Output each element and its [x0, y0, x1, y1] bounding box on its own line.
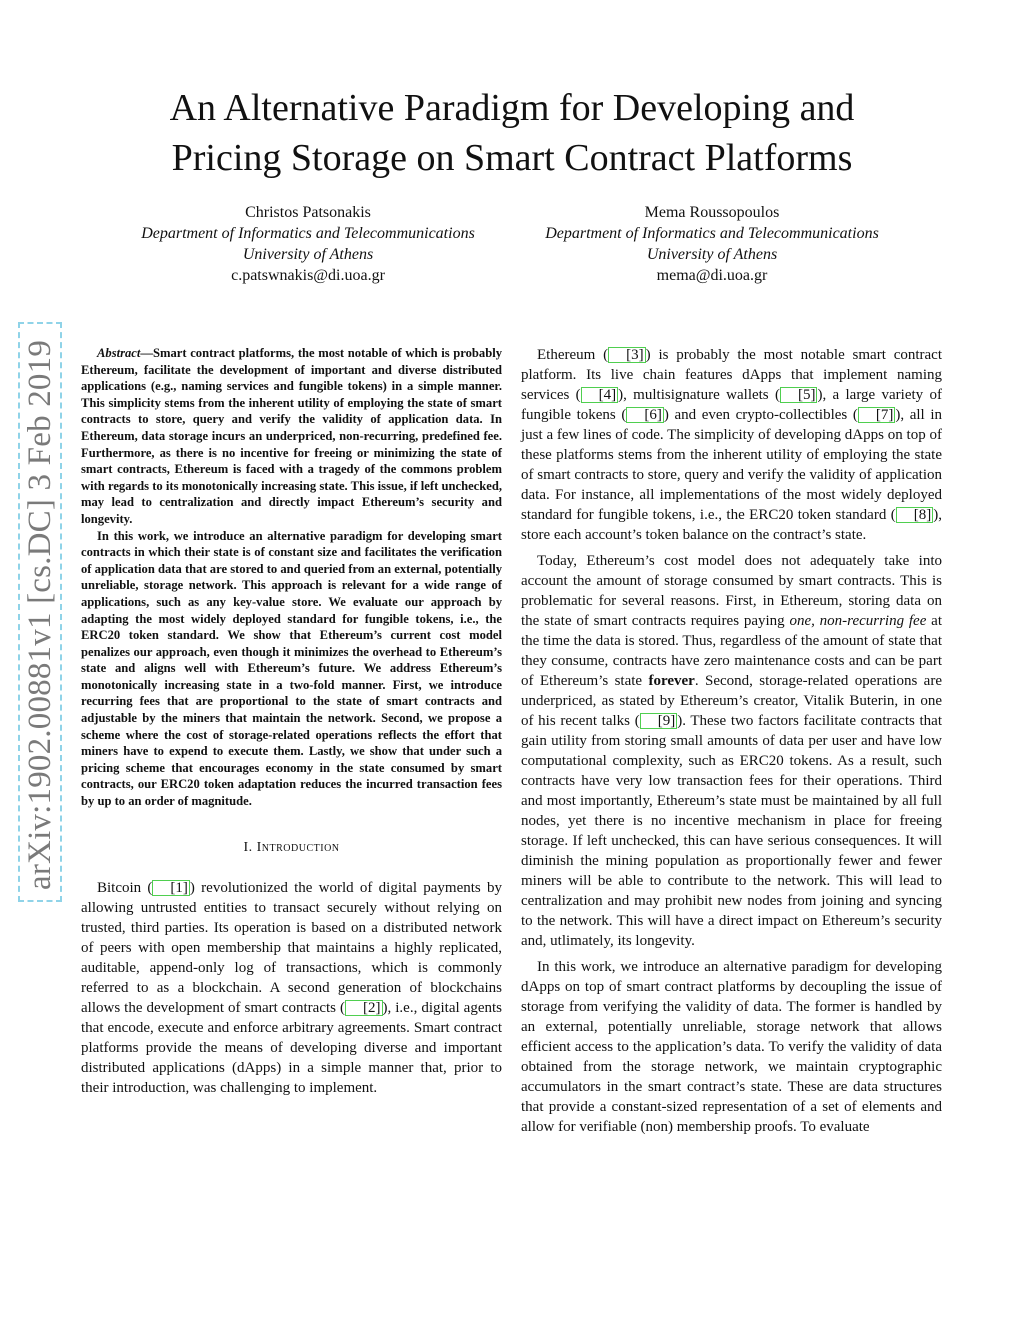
citation-link[interactable]: [3]	[608, 347, 646, 363]
intro-paragraph-3	[521, 551, 942, 951]
text-run: . Second, storage-related operations are underpriced, as stated by Ethereum’s creator, Vitalik Buterin, in one of his recent talks (	[521, 673, 942, 729]
text-run: ), a large variety of fungible tokens (	[521, 387, 942, 423]
intro-right-text	[521, 345, 942, 1137]
text-run: ), multisignature wallets (	[618, 387, 780, 403]
text-run: at the time the data is stored. Thus, regardless of the amount of state that they consume, contracts have zero maintenance costs and can be part of Ethereum’s state	[521, 613, 943, 689]
abstract-label: Abstract	[97, 346, 141, 360]
right-column	[521, 345, 942, 1143]
text-run: ), all in just a few lines of code. The simplicity of developing dApps on top of these platforms stems from the inherent utility of employing the state of smart contracts to store, query and verify the validity of application data. For instance, all implementations of the most widely deployed standard for fungible tokens, i.e., the ERC20 token standard (	[521, 407, 942, 523]
arxiv-identifier: arXiv:1902.00881v1 [cs.DC] 3 Feb 2019	[22, 339, 58, 890]
citation-link[interactable]: [8]	[896, 507, 934, 523]
citation-link[interactable]: [2]	[345, 1000, 383, 1016]
citation-link[interactable]: [6]	[626, 407, 664, 423]
intro-paragraph-4: In this work, we introduce an alternative paradigm for developing dApps on top of smart contract platforms by decoupling the issue of storage from verifying the validity of data. The former is handled by an external, potentially unreliable, storage network that allows efficient access to the application’s data. To verify the validity of data obtained from the storage network, we maintain cryptographic accumulators in the smart contract’s state. These are data structures that provide a constant-sized representation of a set of elements and allow for verifiable (non) membership proofs. To evaluate	[521, 959, 942, 1135]
strong-text: forever	[648, 673, 695, 689]
text-run: Bitcoin (	[97, 879, 153, 896]
intro-paragraph-2	[521, 345, 942, 545]
citation-link[interactable]: [7]	[858, 407, 896, 423]
citation-link[interactable]: [1]	[152, 880, 190, 896]
author-email: mema@di.uoa.gr	[656, 267, 768, 284]
text-run: ), i.e., digital agents that encode, execute and enforce arbitrary agreements. Smart contract platforms provide the means of developing diverse and important distributed applications (dApps) in a simple manner that, prior to their introduction, was challenging to implement.	[81, 999, 503, 1096]
author-block-1	[98, 202, 518, 286]
emphasis-text: one, non-recurring fee	[789, 613, 927, 629]
author-department: Department of Informatics and Telecommunications	[141, 225, 475, 242]
text-run: Today, Ethereum’s cost model does not adequately take into account the amount of storage consumed by smart contracts. This is problematic for several reasons. First, in Ethereum, storing data on the state of smart contracts requires paying	[521, 553, 942, 629]
citation-link[interactable]: [4]	[581, 387, 619, 403]
author-university: University of Athens	[242, 246, 374, 263]
left-column	[81, 345, 502, 1104]
abstract	[81, 345, 502, 810]
title-line-2: Pricing Storage on Smart Contract Platforms	[171, 137, 853, 179]
intro-paragraph-1	[81, 878, 502, 1098]
citation-link[interactable]: [5]	[780, 387, 818, 403]
section-number: I.	[243, 839, 253, 855]
text-run: ) revolutionized the world of digital payments by allowing untrusted entities to transact securely without relying on trusted, third parties. Its operation is based on a distributed network of peers with open membership that maintains a highly replicated, auditable, append-only log of transactions, which is commonly referred to as a blockchain. A second generation of blockchains allows the development of smart contracts (	[81, 879, 502, 1016]
author-department: Department of Informatics and Telecommunications	[545, 225, 879, 242]
text-run: ) is probably the most notable smart contract platform. Its live chain features dApps that implement naming services (	[521, 347, 942, 403]
abstract-paragraph-2: In this work, we introduce an alternative paradigm for developing smart contracts in which their state is of constant size and facilitates the verification of application data that are stored to and queried from an external, potentially unreliable, storage network. This approach is relevant for a wide range of applications, such as any key-value store. We evaluate our approach by adapting the most widely deployed standard for fungible tokens, i.e., the ERC20 token standard. We show that Ethereum’s current cost model penalizes our approach, even though it minimizes the overhead to Ethereum’s state and aligns well with Ethereum’s future. We address Ethereum’s monotonically increasing state in a two-fold manner. First, we introduce recurring fees that are proportional to the state of smart contracts and adjustable by the miners that maintain the network. Second, we propose a scheme where the cost of storage-related operations reflects the effort that miners have to expend to execute them. Lastly, we show that under such a pricing scheme that encourages economy in the state consumed by smart contracts, our ERC20 token adaptation reduces the incurred transaction fees by up to an order of magnitude.	[81, 528, 502, 809]
text-run: ) and even crypto-collectibles (	[663, 407, 858, 423]
abstract-paragraph-1: Abstract—Smart contract platforms, the most notable of which is probably Ethereum, facilitate the development of important and diverse distributed applications (e.g., naming services and fungible tokens) in a simple manner. This simplicity stems from the inherent utility of employing the state of smart contracts to store, query and verify the validity of application data. In Ethereum, data storage incurs an underpriced, non-recurring, predefined fee. Furthermore, as there is no incentive for freeing or minimizing the state of smart contracts, Ethereum is faced with a tragedy of the commons problem with regards to its monotonically increasing state. This issue, if left unchecked, may lead to centralization and directly impact Ethereum’s security and longevity.	[81, 346, 502, 526]
author-university: University of Athens	[646, 246, 778, 263]
abstract-text-1: Smart contract platforms, the most notable of which is probably Ethereum, facilitate the development of important and diverse distributed applications (e.g., naming services and fungible tokens) in a simple manner. This simplicity stems from the inherent utility of employing the state of smart contracts to store, query and verify the validity of application data. In Ethereum, data storage incurs an underpriced, non-recurring, predefined fee. Furthermore, as there is no incentive for freeing or minimizing the state of smart contracts, Ethereum is faced with a tragedy of the commons problem with regards to its monotonically increasing state. This issue, if left unchecked, may lead to centralization and directly impact Ethereum’s security and longevity.	[81, 346, 502, 526]
intro-left-text	[81, 878, 502, 1098]
author-name: Christos Patsonakis	[245, 204, 371, 221]
paper-title	[0, 83, 1024, 183]
author-name: Mema Roussopoulos	[644, 204, 780, 221]
text-run: Ethereum (	[537, 347, 609, 363]
section-title: Introduction	[256, 839, 340, 855]
section-heading-introduction	[81, 840, 502, 856]
author-email: c.patswnakis@di.uoa.gr	[231, 267, 385, 284]
title-line-1: An Alternative Paradigm for Developing and	[169, 87, 855, 129]
author-block-2	[502, 202, 922, 286]
citation-link[interactable]: [9]	[640, 713, 678, 729]
text-run: ), store each account’s token balance on the contract’s state.	[521, 507, 942, 543]
text-run: ). These two factors facilitate contracts that gain utility from storing small amounts of data per user and have low computational complexity, such as ERC20 tokens. As a result, such contracts have very low transaction fees for their operations. Third and most importantly, Ethereum’s state must be maintained by all full nodes, yet there is no incentive mechanism in place for freeing storage. If left unchecked, this can have serious consequences. It will diminish the mining population as proportionally fewer and fewer miners will be able to contribute to the network. This will lead to centralization and may prohibit new nodes from joining and syncing to the network. This will have a direct impact on Ethereum’s security and, utlimately, its longevity.	[521, 713, 942, 949]
